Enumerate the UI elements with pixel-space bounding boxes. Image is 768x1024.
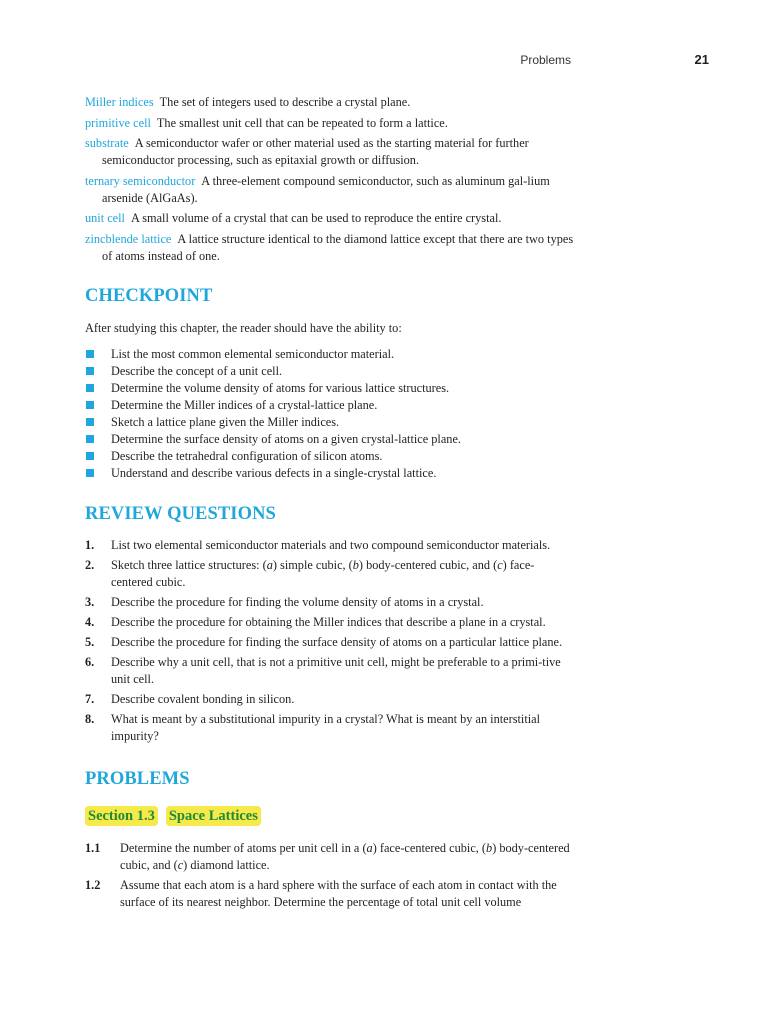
- text-run: ) body-centered cubic, and (: [120, 840, 570, 872]
- question-text: [111, 595, 484, 609]
- page-content: [85, 94, 575, 914]
- checkpoint-text: Determine the Miller indices of a crystal-lattice plane.: [111, 397, 378, 412]
- text-run: Assume that each atom is a hard sphere with the surface of each atom in contact with the surface of its nearest neighbor. Determine the percentage of total unit cell volume: [120, 877, 557, 909]
- problem-item: [85, 877, 575, 911]
- glossary-entry: [85, 135, 575, 169]
- text-run: Describe the procedure for obtaining the Miller indices that describe a plane in a crystal.: [111, 614, 546, 629]
- review-question: [85, 594, 575, 611]
- glossary: [85, 94, 575, 265]
- bullet-square-icon: [86, 384, 94, 392]
- text-run: ) face-centered cubic.: [111, 557, 535, 589]
- checkpoint-item: [85, 397, 575, 414]
- text-run: Determine the number of atoms per unit cell in a (: [120, 840, 367, 855]
- problem-text: [120, 878, 557, 909]
- checkpoint-text: Describe the concept of a unit cell.: [111, 363, 283, 378]
- glossary-term: primitive cell: [85, 115, 151, 130]
- italic-label: c: [497, 557, 503, 572]
- glossary-definition: The set of integers used to describe a crystal plane.: [159, 95, 411, 109]
- italic-label: a: [266, 557, 273, 572]
- review-question: [85, 691, 575, 708]
- question-number: 1.: [85, 537, 95, 552]
- checkpoint-heading: CHECKPOINT: [85, 285, 213, 306]
- glossary-definition: A three-element compound semiconductor, such as aluminum gal-lium arsenide (AlGaAs).: [102, 173, 550, 205]
- text-run: Describe the procedure for finding the volume density of atoms in a crystal.: [111, 594, 484, 609]
- glossary-definition: The smallest unit cell that can be repeated to form a lattice.: [156, 115, 448, 130]
- bullet-square-icon: [86, 469, 94, 477]
- bullet-square-icon: [86, 367, 94, 375]
- text-run: ) simple cubic, (: [272, 557, 353, 572]
- review-question: [85, 614, 575, 631]
- text-run: Sketch three lattice structures: (: [111, 557, 267, 572]
- section-heading: [85, 806, 575, 828]
- question-number: 3.: [85, 594, 95, 609]
- checkpoint-text: Understand and describe various defects in a single-crystal lattice.: [111, 465, 437, 480]
- bullet-square-icon: [86, 350, 94, 358]
- text-run: What is meant by a substitutional impurity in a crystal? What is meant by an interstitial impurity?: [111, 711, 541, 743]
- text-run: List two elemental semiconductor materials and two compound semiconductor materials.: [111, 537, 551, 552]
- glossary-entry: [85, 173, 575, 207]
- italic-label: b: [486, 840, 493, 855]
- question-number: 4.: [85, 614, 95, 629]
- review-question: [85, 654, 575, 688]
- problem-list: [85, 840, 575, 911]
- glossary-term: ternary semiconductor: [85, 173, 196, 188]
- glossary-definition: A small volume of a crystal that can be used to reproduce the entire crystal.: [130, 211, 502, 225]
- text-run: Describe why a unit cell, that is not a primitive unit cell, might be preferable to a primi-tive unit cell.: [111, 654, 561, 686]
- bullet-square-icon: [86, 418, 94, 426]
- question-text: [111, 692, 294, 706]
- glossary-term: zincblende lattice: [85, 231, 172, 246]
- checkpoint-text: Determine the volume density of atoms for various lattice structures.: [111, 380, 450, 395]
- question-number: 5.: [85, 634, 95, 649]
- italic-label: a: [366, 840, 373, 855]
- problem-number: 1.2: [85, 877, 101, 892]
- problem-text: [120, 841, 570, 872]
- bullet-square-icon: [86, 401, 94, 409]
- glossary-entry: [85, 115, 575, 132]
- italic-label: c: [177, 857, 184, 872]
- problem-item: [85, 840, 575, 874]
- bullet-square-icon: [86, 435, 94, 443]
- glossary-entry: [85, 210, 575, 227]
- question-text: [111, 712, 540, 743]
- italic-label: b: [352, 557, 359, 572]
- section-title: Space Lattices: [166, 806, 261, 826]
- checkpoint-list: [85, 346, 575, 482]
- page-number: 21: [694, 52, 709, 67]
- question-text: [111, 635, 562, 649]
- review-question: [85, 711, 575, 745]
- glossary-definition: A semiconductor wafer or other material used as the starting material for further semiconductor processing, such as epitaxial growth or diffusion.: [102, 136, 529, 167]
- review-questions-list: [85, 537, 575, 745]
- question-number: 2.: [85, 557, 95, 572]
- review-question: [85, 557, 575, 591]
- glossary-entry: [85, 231, 575, 265]
- question-number: 6.: [85, 654, 95, 669]
- checkpoint-intro: After studying this chapter, the reader should have the ability to:: [85, 320, 402, 335]
- glossary-term: substrate: [85, 136, 129, 150]
- question-number: 7.: [85, 691, 95, 706]
- question-text: [111, 558, 534, 589]
- problem-number: 1.1: [85, 840, 101, 855]
- checkpoint-item: [85, 414, 575, 431]
- review-question: [85, 537, 575, 554]
- checkpoint-item: [85, 363, 575, 380]
- review-questions-heading: REVIEW QUESTIONS: [85, 503, 276, 524]
- question-text: [111, 615, 546, 629]
- running-title: Problems: [520, 53, 571, 67]
- section-number: Section 1.3: [85, 806, 158, 826]
- checkpoint-item: [85, 380, 575, 397]
- checkpoint-item: [85, 448, 575, 465]
- text-run: Describe covalent bonding in silicon.: [111, 691, 295, 706]
- glossary-entry: [85, 94, 575, 111]
- checkpoint-item: [85, 465, 575, 482]
- bullet-square-icon: [86, 452, 94, 460]
- glossary-term: unit cell: [85, 211, 125, 225]
- checkpoint-text: List the most common elemental semiconductor material.: [111, 346, 395, 361]
- review-question: [85, 634, 575, 651]
- question-text: [111, 538, 550, 552]
- question-number: 8.: [85, 711, 95, 726]
- running-head: [0, 52, 768, 70]
- checkpoint-text: Sketch a lattice plane given the Miller indices.: [111, 414, 340, 429]
- checkpoint-text: Determine the surface density of atoms on a given crystal-lattice plane.: [111, 431, 461, 446]
- checkpoint-item: [85, 346, 575, 363]
- text-run: ) face-centered cubic, (: [372, 840, 487, 855]
- checkpoint-text: Describe the tetrahedral configuration of silicon atoms.: [111, 448, 383, 463]
- text-run: ) diamond lattice.: [183, 857, 270, 872]
- question-text: [111, 655, 561, 686]
- text-run: ) body-centered cubic, and (: [358, 557, 498, 572]
- glossary-term: Miller indices: [85, 95, 154, 109]
- problems-heading: PROBLEMS: [85, 768, 190, 789]
- glossary-definition: A lattice structure identical to the diamond lattice except that there are two types of atoms instead of one.: [102, 231, 574, 263]
- checkpoint-item: [85, 431, 575, 448]
- text-run: Describe the procedure for finding the surface density of atoms on a particular lattice plane.: [111, 634, 563, 649]
